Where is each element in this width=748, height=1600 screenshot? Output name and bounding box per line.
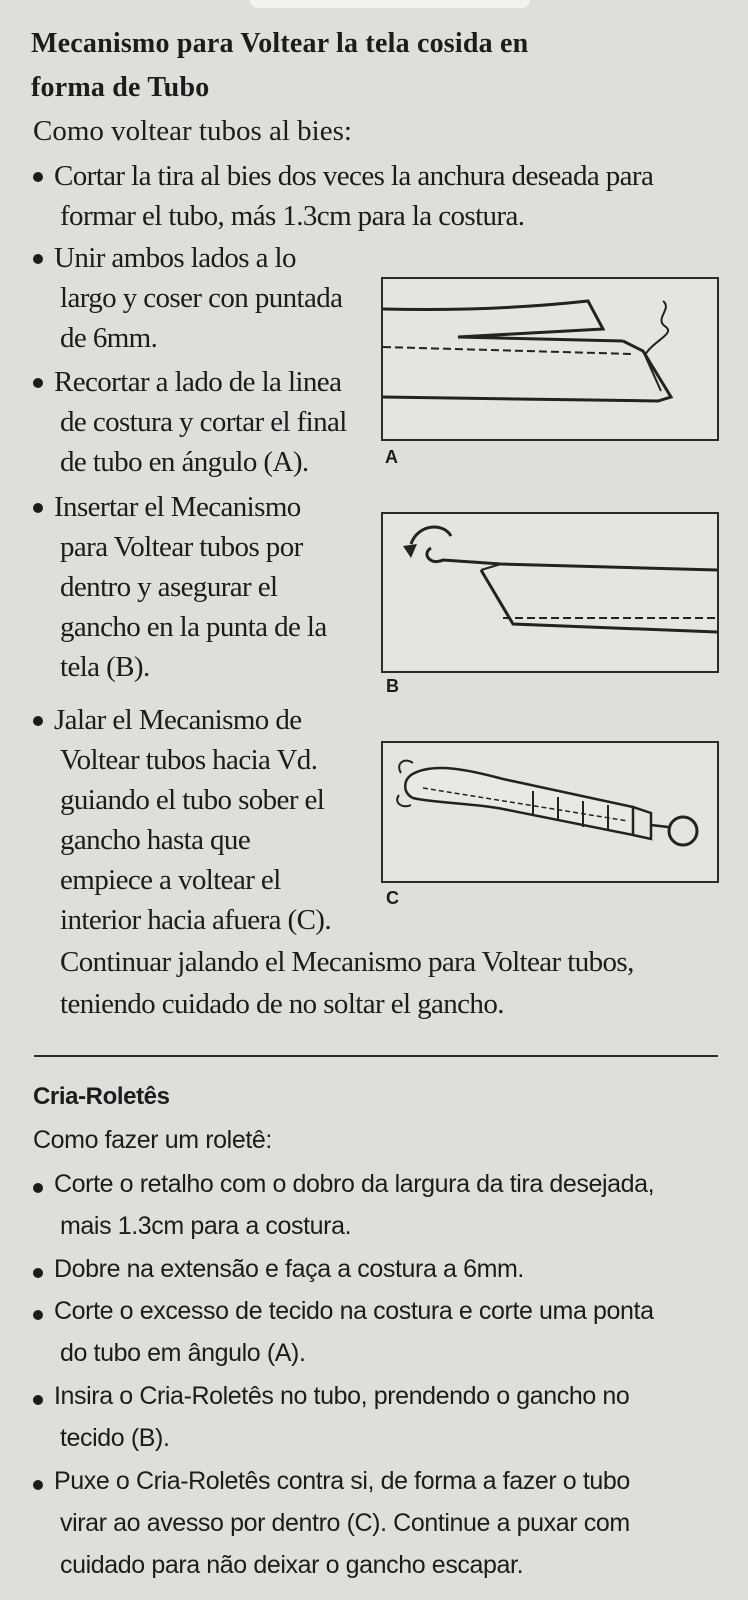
figure-a-frame: [381, 277, 719, 441]
spanish-bullet-5-line-3: guiando el tubo sober el: [60, 784, 325, 816]
portuguese-bullet-1-line-2: mais 1.3cm para a costura.: [60, 1212, 352, 1240]
bullet-dot: [33, 172, 43, 182]
figure-b-frame: [381, 512, 719, 673]
spanish-bullet-3-line-3: de tubo en ángulo (A).: [60, 446, 309, 478]
spanish-bullet-5-line-8: teniendo cuidado de no soltar el gancho.: [60, 988, 504, 1020]
spanish-bullet-2-line-3: de 6mm.: [60, 322, 158, 354]
portuguese-bullet-4-line-1: Insira o Cria-Roletês no tubo, prendendo o gancho no: [54, 1382, 630, 1410]
portuguese-bullet-5-line-3: cuidado para não deixar o gancho escapar.: [60, 1551, 524, 1579]
bullet-dot: [33, 378, 43, 388]
spanish-bullet-1-line-1: Cortar la tira al bies dos veces la anchura deseada para: [54, 160, 654, 192]
figure-c-label: C: [386, 888, 399, 908]
spanish-title-line-1: Mecanismo para Voltear la tela cosida en: [31, 28, 529, 59]
spanish-bullet-5-line-7: Continuar jalando el Mecanismo para Voltear tubos,: [60, 946, 634, 978]
portuguese-subtitle: Como fazer um roletê:: [33, 1126, 272, 1154]
figure-c-frame: [381, 741, 719, 883]
bullet-dot: [33, 1183, 43, 1193]
figure-b-illustration: [383, 514, 717, 671]
spanish-bullet-4-line-3: dentro y asegurar el: [60, 571, 278, 603]
portuguese-bullet-1-line-1: Corte o retalho com o dobro da largura da tira desejada,: [54, 1170, 655, 1198]
portuguese-bullet-5-line-2: virar ao avesso por dentro (C). Continue a puxar com: [60, 1509, 630, 1537]
spanish-bullet-5-line-6: interior hacia afuera (C).: [60, 904, 332, 936]
bullet-dot: [33, 254, 43, 264]
figure-b-label: B: [386, 676, 399, 696]
spanish-bullet-5-line-1: Jalar el Mecanismo de: [54, 704, 302, 736]
figure-c-illustration: [383, 743, 717, 881]
figure-a-illustration: [383, 279, 717, 439]
bullet-dot: [33, 1480, 43, 1490]
bullet-dot: [33, 1395, 43, 1405]
spanish-bullet-2-line-1: Unir ambos lados a lo: [54, 242, 296, 274]
portuguese-bullet-3-line-1: Corte o excesso de tecido na costura e corte uma ponta: [54, 1297, 654, 1325]
spanish-bullet-5-line-5: empiece a voltear el: [60, 864, 281, 896]
figure-a-label: A: [385, 447, 398, 467]
spanish-subtitle: Como voltear tubos al bies:: [33, 115, 352, 147]
spanish-bullet-4-line-4: gancho en la punta de la: [60, 611, 327, 643]
spanish-bullet-3-line-1: Recortar a lado de la linea: [54, 366, 342, 398]
section-divider: [34, 1055, 718, 1057]
spanish-bullet-5-line-4: gancho hasta que: [60, 824, 251, 856]
spanish-title-line-2: forma de Tubo: [31, 72, 210, 103]
spanish-bullet-4-line-2: para Voltear tubos por: [60, 531, 303, 563]
bullet-dot: [33, 716, 43, 726]
portuguese-bullet-2-line-1: Dobre na extensão e faça a costura a 6mm.: [54, 1255, 524, 1283]
spanish-bullet-5-line-2: Voltear tubos hacia Vd.: [60, 744, 318, 776]
paper-tab: [250, 0, 530, 8]
portuguese-bullet-4-line-2: tecido (B).: [60, 1424, 170, 1452]
spanish-bullet-1-line-2: formar el tubo, más 1.3cm para la costura.: [60, 200, 525, 232]
spanish-bullet-4-line-1: Insertar el Mecanismo: [54, 491, 301, 523]
spanish-bullet-3-line-2: de costura y cortar el final: [60, 406, 347, 438]
bullet-dot: [33, 1268, 43, 1278]
portuguese-title: Cria-Roletês: [33, 1083, 170, 1110]
portuguese-bullet-5-line-1: Puxe o Cria-Roletês contra si, de forma a fazer o tubo: [54, 1467, 630, 1495]
portuguese-bullet-3-line-2: do tubo em ângulo (A).: [60, 1339, 306, 1367]
spanish-bullet-2-line-2: largo y coser con puntada: [60, 282, 343, 314]
bullet-dot: [33, 503, 43, 513]
spanish-bullet-4-line-5: tela (B).: [60, 651, 150, 683]
bullet-dot: [33, 1310, 43, 1320]
